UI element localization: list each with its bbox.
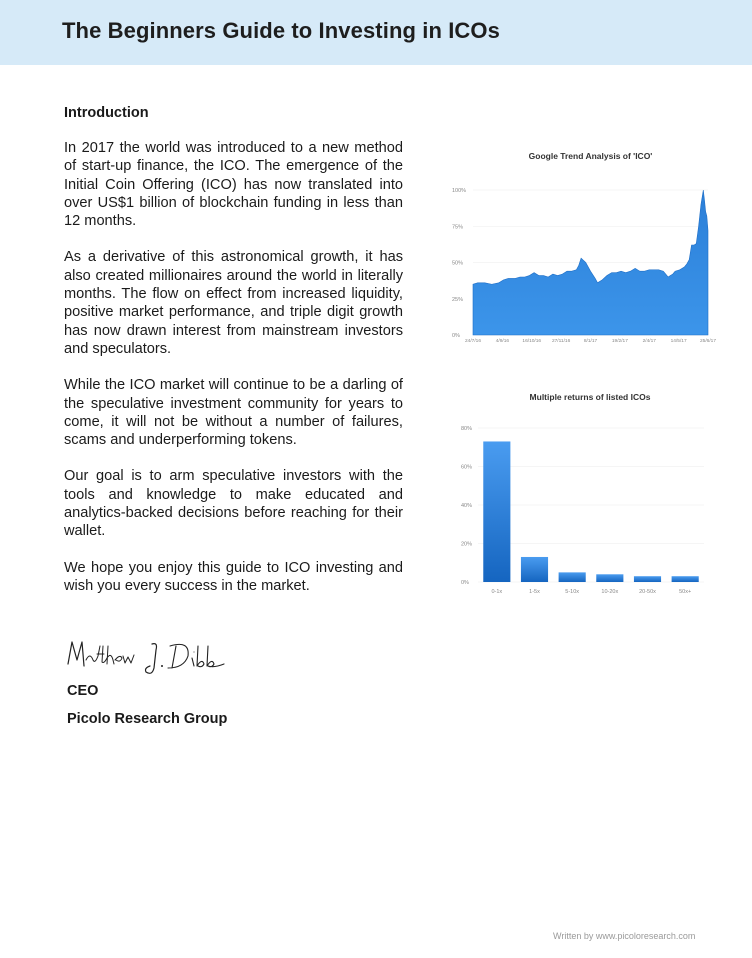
bar-1-5x — [521, 557, 548, 582]
trend-y-tick-label: 0% — [452, 333, 460, 339]
section-heading: Introduction — [64, 105, 149, 121]
trend-x-tick-label: 24/7/16 — [464, 339, 482, 344]
trend-x-tick-label: 2/4/17 — [642, 339, 656, 344]
bar-x-tick-label: 50x+ — [679, 589, 692, 595]
bar-x-tick-label: 20-50x — [639, 589, 656, 595]
bar-y-tick-label: 20% — [461, 541, 473, 548]
trend-x-tick-label: 8/1/17 — [583, 339, 598, 344]
trend-chart-title: Google Trend Analysis of 'ICO' — [528, 151, 653, 161]
trend-chart — [440, 145, 720, 355]
bar-0-1x — [483, 441, 510, 582]
intro-paragraph: As a derivative of this astronomical growth, it has also created millionaires around the world in literally months. The flow on effect from increased liquidity, positive market performance, and triple digit growth has now drawn interest from mainstream investors and speculators. — [64, 249, 403, 357]
intro-paragraph: In 2017 the world was introduced to a new method of start-up finance, the ICO. The emergence of the Initial Coin Offering (ICO) has now translated into over US$1 billion of blockchain funding in less than 12 months. — [64, 140, 403, 230]
trend-x-tick-label: 14/5/17 — [670, 339, 687, 344]
bar-y-tick-label: 40% — [461, 503, 473, 509]
bar-10-20x — [596, 574, 623, 582]
trend-x-tick-label: 16/10/16 — [522, 339, 542, 344]
bar-x-tick-label: 0-1x — [491, 589, 503, 595]
trend-x-tick-label: 27/11/16 — [551, 339, 571, 344]
bar-y-tick-label: 80% — [461, 426, 473, 432]
intro-section — [64, 104, 403, 613]
handwritten-signature — [64, 636, 229, 678]
footer-credit: Written by www.picoloresearch.com — [553, 931, 696, 941]
intro-paragraph: We hope you enjoy this guide to ICO investing and wish you every success in the market. — [64, 559, 403, 594]
bar-y-tick-label: 0% — [461, 580, 469, 586]
trend-y-tick-label: 100% — [452, 188, 467, 194]
page-header — [0, 0, 752, 65]
trend-y-tick-label: 50% — [452, 260, 464, 267]
trend-x-tick-label: 4/9/16 — [495, 339, 510, 344]
signer-role: CEO — [67, 683, 99, 699]
intro-paragraph: Our goal is to arm speculative investors with the tools and knowledge to make educated and analytics-backed decisions before reaching for their wallet. — [64, 468, 403, 540]
bar-20-50x — [634, 576, 661, 582]
intro-paragraph: While the ICO market will continue to be a darling of the speculative investment community for years to come, it will not be without a number of failures, scams and underperforming tokens. — [64, 377, 403, 449]
returns-bar-chart — [440, 385, 720, 615]
page-title: The Beginners Guide to Investing in ICOs — [62, 18, 500, 43]
bar-x-tick-label: 5-10x — [565, 589, 580, 595]
bar-5-10x — [559, 572, 586, 582]
trend-y-tick-label: 25% — [452, 296, 464, 303]
trend-x-tick-label: 19/2/17 — [611, 339, 628, 344]
trend-y-tick-label: 75% — [452, 224, 464, 231]
bar-x-tick-label: 10-20x — [601, 589, 619, 595]
bar-x-tick-label: 1-5x — [529, 589, 540, 595]
signer-organization: Picolo Research Group — [67, 711, 228, 727]
bar-50x+ — [672, 576, 699, 582]
bar-chart-title: Multiple returns of listed ICOs — [529, 392, 651, 402]
bar-y-tick-label: 60% — [461, 464, 473, 471]
trend-x-tick-label: 25/6/17 — [699, 339, 717, 344]
